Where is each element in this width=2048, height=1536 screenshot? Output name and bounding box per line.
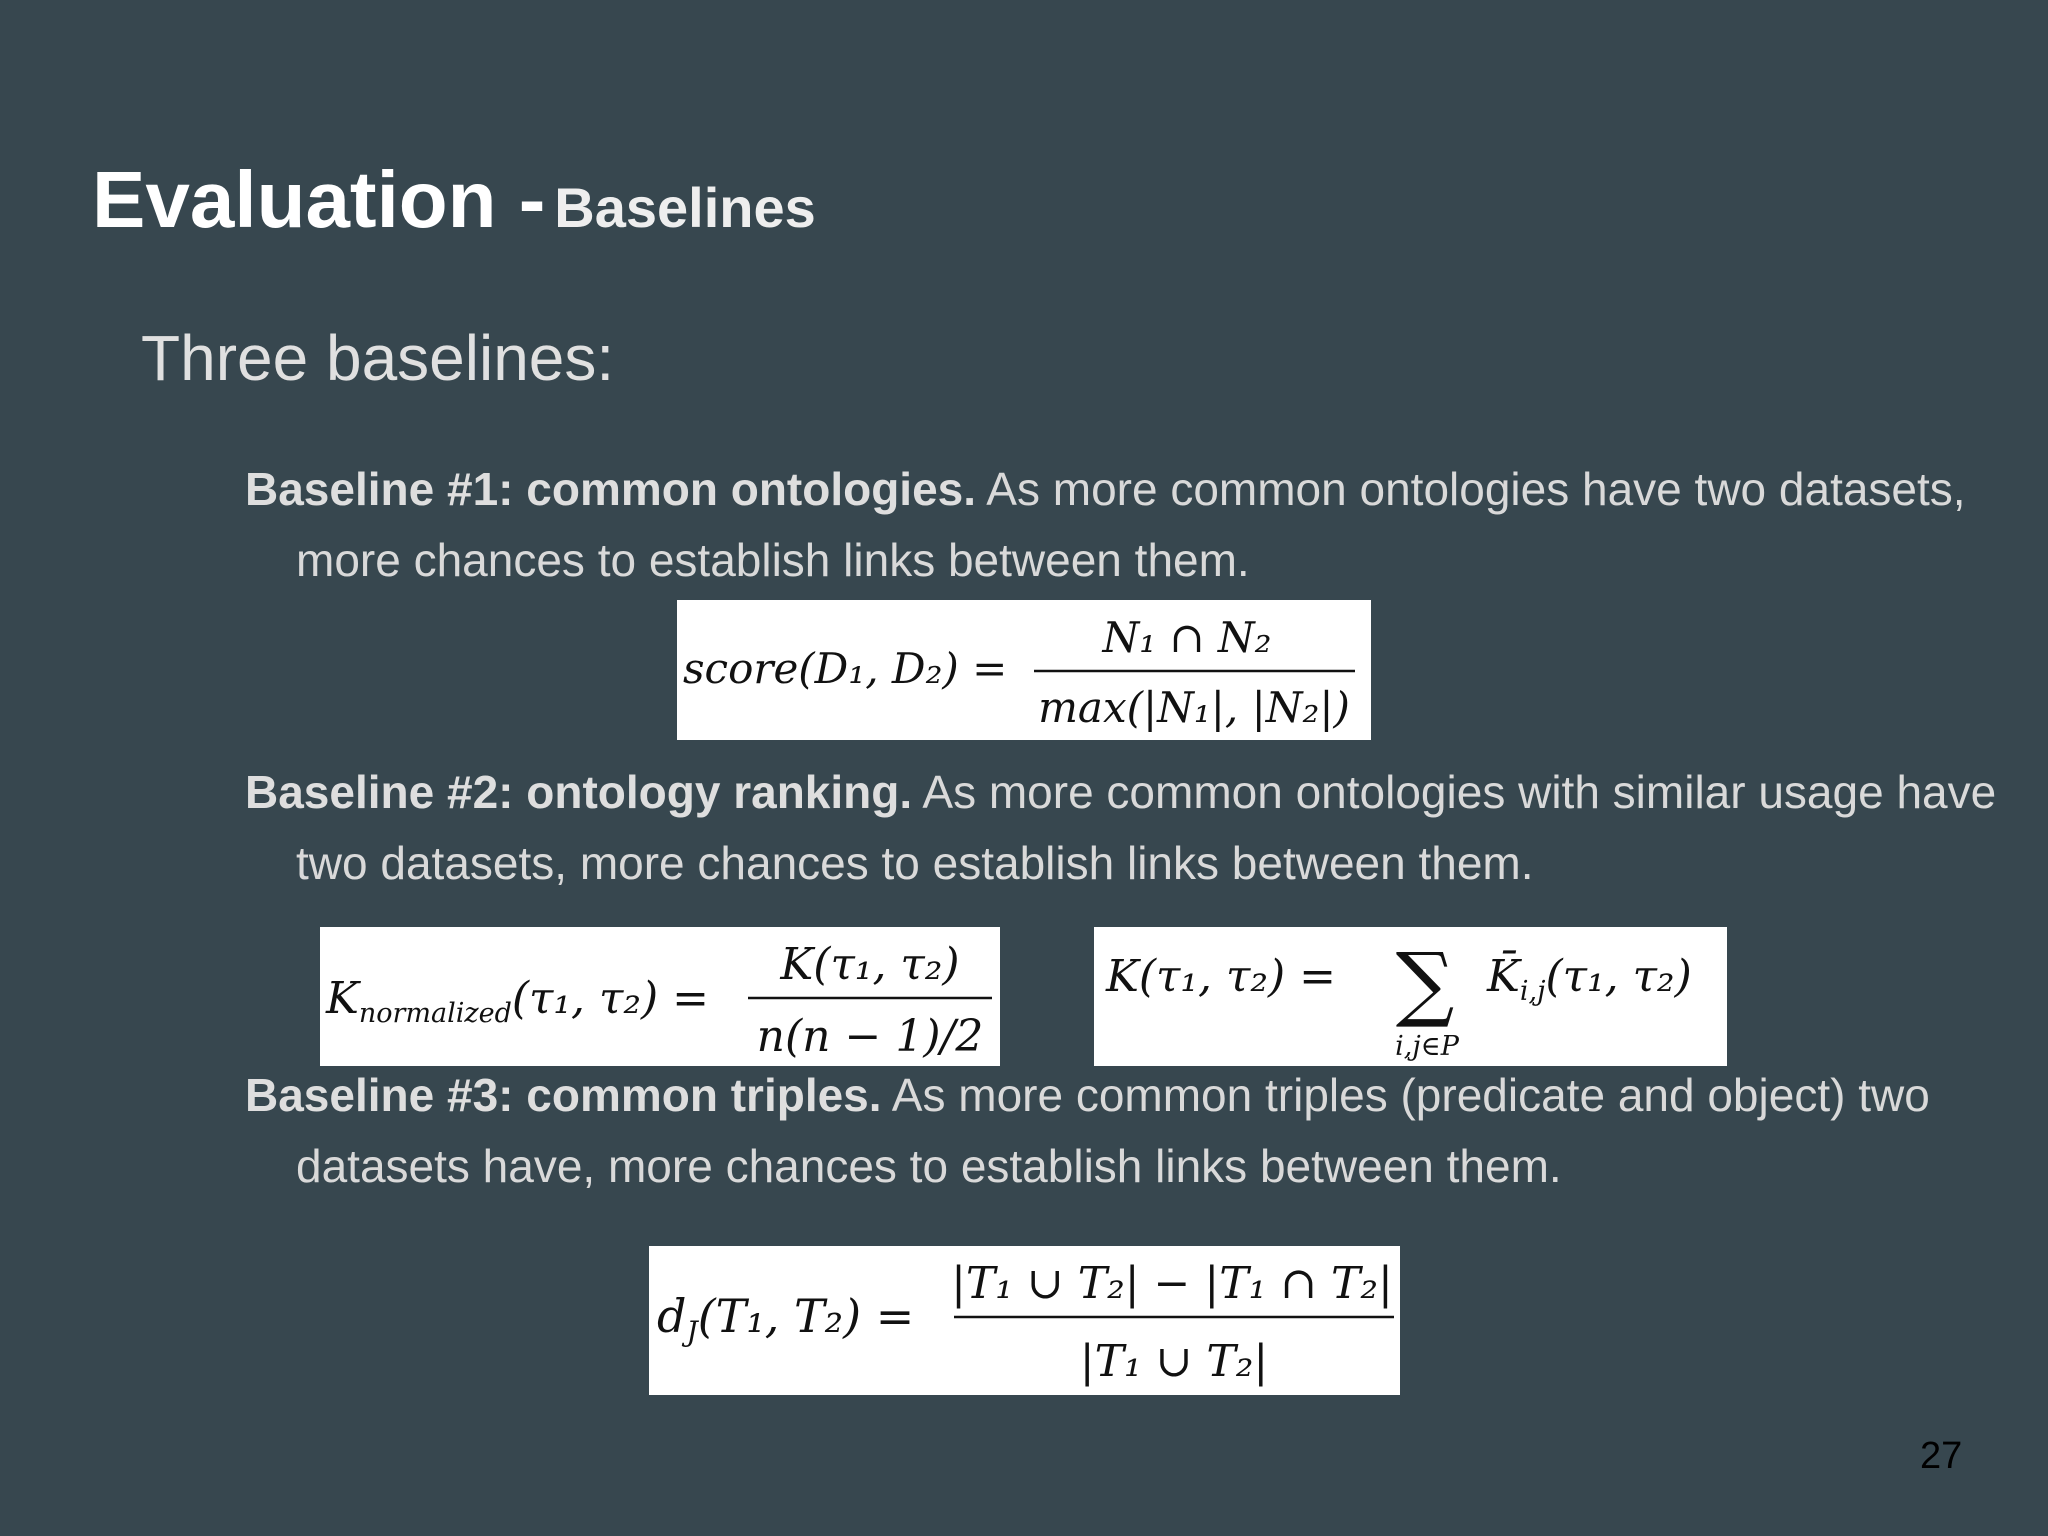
formula-k-sum-sigma: ∑: [1395, 936, 1455, 1031]
baseline-3-text: [245, 1060, 2048, 1202]
subtitle: Three baselines:: [141, 322, 615, 394]
page-number: 27: [1920, 1435, 1963, 1477]
formula-k-sum-index: i,j∈P: [1395, 1031, 1459, 1062]
formula-k-sum-lhs: K(τ₁, τ₂) =: [1106, 951, 1336, 1002]
formula-k-normalized-numerator: K(τ₁, τ₂): [780, 939, 960, 990]
baseline-1-description: As more common ontologies have two datasets, more chances to establish links between them.: [296, 463, 1966, 586]
baseline-2-text: [245, 757, 2048, 899]
baseline-2-description: As more common ontologies with similar usage have two datasets, more chances to establish links between them.: [296, 766, 1997, 889]
formula-jaccard-numerator: |T₁ ∪ T₂| − |T₁ ∩ T₂|: [951, 1258, 1393, 1309]
baseline-1-label: Baseline #1: common ontologies.: [245, 463, 977, 515]
formula-jaccard-denominator: |T₁ ∪ T₂|: [1079, 1336, 1269, 1387]
slide-title: [92, 155, 816, 244]
formula-score-lhs: score(D₁, D₂) =: [683, 644, 1008, 693]
title-main: Evaluation -: [92, 155, 546, 244]
formula-score-numerator: N₁ ∩ N₂: [1102, 613, 1272, 662]
formula-score-denominator: max(|N₁|, |N₂|): [1038, 683, 1350, 732]
formula-k-sum: [1094, 927, 1727, 1066]
baseline-2-label: Baseline #2: ontology ranking.: [245, 766, 913, 818]
formula-k-normalized-denominator: n(n − 1)/2: [756, 1011, 984, 1062]
formula-jaccard-lhs: dJ(T₁, T₂) =: [657, 1289, 915, 1348]
title-sub: Baselines: [554, 176, 816, 239]
formula-k-sum-term: $K̄_{i,j}(\tau_1$, τ₂): [1487, 951, 1692, 1007]
formula-k-normalized: [320, 927, 1000, 1066]
formula-jaccard: [649, 1246, 1400, 1395]
baseline-3-description: As more common triples (predicate and object) two datasets have, more chances to establish links between them.: [296, 1069, 1930, 1192]
baseline-3-label: Baseline #3: common triples.: [245, 1069, 882, 1121]
formula-k-normalized-lhs: $K_{normalized}(\tau_1$, τ₂) =: [326, 973, 710, 1029]
formula-score: [677, 600, 1371, 740]
baseline-1-text: [245, 454, 2048, 596]
